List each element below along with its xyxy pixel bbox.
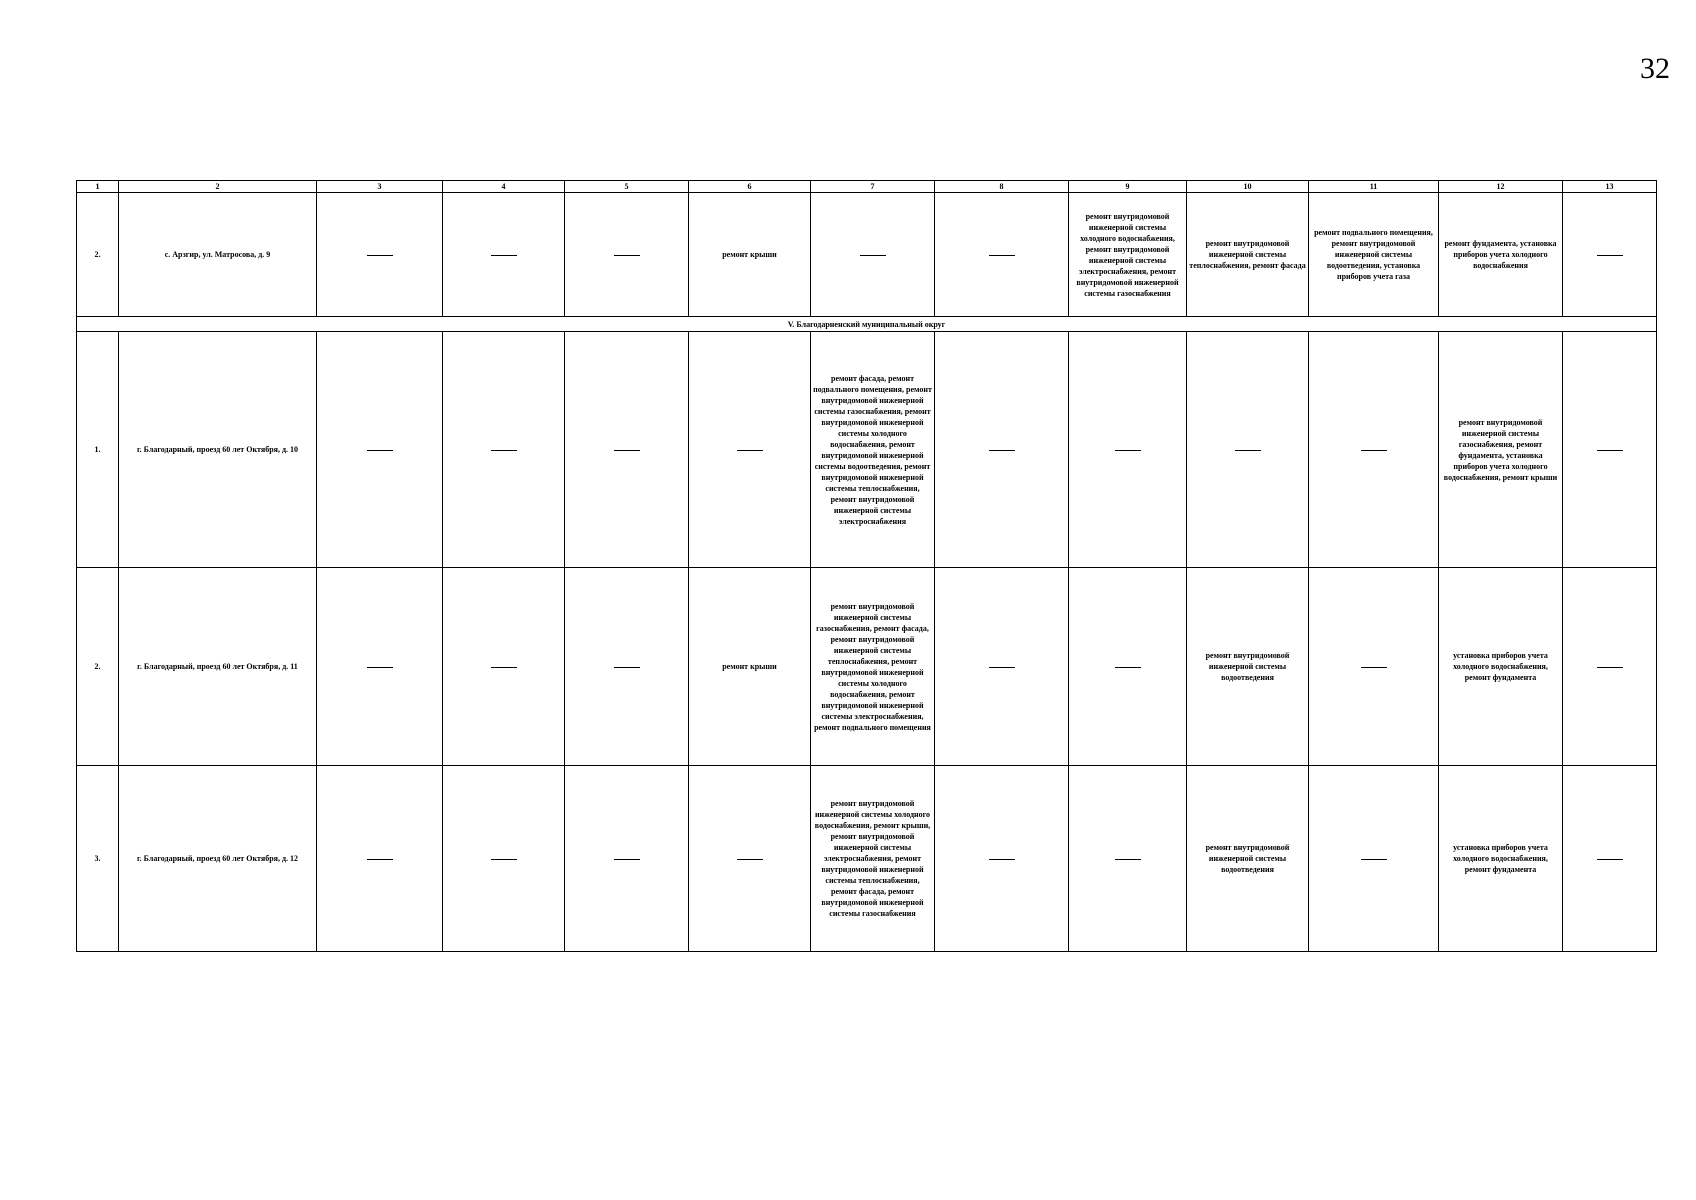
- dash-mark: [614, 450, 640, 451]
- table-row: [77, 332, 1657, 568]
- cell-dash: [935, 568, 1069, 766]
- cell-work: ремонт внутридомовой инженерной системы теплоснабжения, ремонт фасада: [1187, 193, 1309, 317]
- cell-dash: [565, 193, 689, 317]
- cell-dash: [565, 332, 689, 568]
- cell-dash: [317, 193, 443, 317]
- cell-dash: [935, 193, 1069, 317]
- column-number: 13: [1563, 181, 1657, 193]
- cell-dash: [1069, 766, 1187, 952]
- table-row: [77, 766, 1657, 952]
- dash-mark: [614, 667, 640, 668]
- dash-mark: [989, 255, 1015, 256]
- dash-mark: [1235, 450, 1261, 451]
- dash-mark: [367, 450, 393, 451]
- cell-work: ремонт подвального помещения, ремонт внутридомовой инженерной системы водоотведения, установка приборов учета газа: [1309, 193, 1439, 317]
- cell-dash: [565, 568, 689, 766]
- cell-dash: [317, 568, 443, 766]
- dash-mark: [737, 859, 763, 860]
- dash-mark: [367, 667, 393, 668]
- dash-mark: [1115, 450, 1141, 451]
- cell-dash: [317, 766, 443, 952]
- cell-dash: [1563, 193, 1657, 317]
- page-number: 32: [1640, 52, 1670, 85]
- column-number: 4: [443, 181, 565, 193]
- cell-dash: [1309, 766, 1439, 952]
- cell-dash: [443, 568, 565, 766]
- cell-dash: [1309, 332, 1439, 568]
- cell-work: ремонт крыши: [689, 568, 811, 766]
- row-address: г. Благодарный, проезд 60 лет Октября, д. 10: [119, 332, 317, 568]
- column-number: 7: [811, 181, 935, 193]
- dash-mark: [989, 450, 1015, 451]
- dash-mark: [614, 859, 640, 860]
- dash-mark: [737, 450, 763, 451]
- row-number: 1.: [77, 332, 119, 568]
- column-number: 1: [77, 181, 119, 193]
- cell-dash: [1187, 332, 1309, 568]
- column-number: 6: [689, 181, 811, 193]
- cell-dash: [935, 766, 1069, 952]
- row-number: 3.: [77, 766, 119, 952]
- cell-work: ремонт фундамента, установка приборов учета холодного водоснабжения: [1439, 193, 1563, 317]
- row-address: г. Благодарный, проезд 60 лет Октября, д. 12: [119, 766, 317, 952]
- cell-work: установка приборов учета холодного водоснабжения, ремонт фундамента: [1439, 568, 1563, 766]
- dash-mark: [860, 255, 886, 256]
- dash-mark: [1361, 859, 1387, 860]
- cell-dash: [1309, 568, 1439, 766]
- column-number: 8: [935, 181, 1069, 193]
- cell-dash: [565, 766, 689, 952]
- column-number: 3: [317, 181, 443, 193]
- cell-work: ремонт внутридомовой инженерной системы газоснабжения, ремонт фундамента, установка приборов учета холодного водоснабжения, ремонт крыши: [1439, 332, 1563, 568]
- dash-mark: [491, 255, 517, 256]
- column-number: 12: [1439, 181, 1563, 193]
- table-row: [77, 568, 1657, 766]
- dash-mark: [491, 450, 517, 451]
- column-number-row: [77, 181, 1657, 193]
- dash-mark: [491, 859, 517, 860]
- table-row: [77, 193, 1657, 317]
- cell-dash: [1069, 332, 1187, 568]
- cell-work: установка приборов учета холодного водоснабжения, ремонт фундамента: [1439, 766, 1563, 952]
- cell-dash: [443, 332, 565, 568]
- cell-dash: [443, 193, 565, 317]
- row-address: с. Арзгир, ул. Матросова, д. 9: [119, 193, 317, 317]
- dash-mark: [367, 859, 393, 860]
- cell-dash: [1563, 332, 1657, 568]
- column-number: 2: [119, 181, 317, 193]
- row-number: 2.: [77, 193, 119, 317]
- column-number: 11: [1309, 181, 1439, 193]
- cell-work: ремонт внутридомовой инженерной системы холодного водоснабжения, ремонт внутридомовой инженерной системы электроснабжения, ремонт внутридомовой инженерной системы газоснабжения: [1069, 193, 1187, 317]
- dash-mark: [989, 667, 1015, 668]
- dash-mark: [1597, 667, 1623, 668]
- cell-work: ремонт внутридомовой инженерной системы холодного водоснабжения, ремонт крыши, ремонт внутридомовой инженерной системы электроснабжения, ремонт внутридомовой инженерной системы теплоснабжения, ремонт фасада, ремонт внутридомовой инженерной системы газоснабжения: [811, 766, 935, 952]
- dash-mark: [1115, 667, 1141, 668]
- dash-mark: [1361, 667, 1387, 668]
- row-address: г. Благодарный, проезд 60 лет Октября, д. 11: [119, 568, 317, 766]
- cell-dash: [689, 766, 811, 952]
- dash-mark: [1597, 255, 1623, 256]
- column-number: 10: [1187, 181, 1309, 193]
- column-number: 5: [565, 181, 689, 193]
- section-row: [77, 317, 1657, 332]
- dash-mark: [614, 255, 640, 256]
- cell-dash: [317, 332, 443, 568]
- column-number: 9: [1069, 181, 1187, 193]
- cell-work: ремонт внутридомовой инженерной системы газоснабжения, ремонт фасада, ремонт внутридомовой инженерной системы теплоснабжения, ремонт внутридомовой инженерной системы холодного водоснабжения, ремонт внутридомовой инженерной системы электроснабжения, ремонт подвального помещения: [811, 568, 935, 766]
- cell-dash: [689, 332, 811, 568]
- dash-mark: [1597, 859, 1623, 860]
- cell-dash: [935, 332, 1069, 568]
- cell-dash: [1563, 766, 1657, 952]
- dash-mark: [1597, 450, 1623, 451]
- cell-work: ремонт фасада, ремонт подвального помещения, ремонт внутридомовой инженерной системы газоснабжения, ремонт внутридомовой инженерной системы холодного водоснабжения, ремонт внутридомовой инженерной системы водоотведения, ремонт внутридомовой инженерной системы теплоснабжения, ремонт внутридомовой инженерной системы электроснабжения: [811, 332, 935, 568]
- repair-schedule-table: [76, 180, 1657, 952]
- row-number: 2.: [77, 568, 119, 766]
- dash-mark: [1361, 450, 1387, 451]
- dash-mark: [367, 255, 393, 256]
- cell-work: ремонт крыши: [689, 193, 811, 317]
- cell-work: ремонт внутридомовой инженерной системы водоотведения: [1187, 766, 1309, 952]
- dash-mark: [989, 859, 1015, 860]
- cell-dash: [811, 193, 935, 317]
- section-title: V. Благодарненский муниципальный округ: [77, 317, 1657, 332]
- cell-dash: [1563, 568, 1657, 766]
- dash-mark: [491, 667, 517, 668]
- cell-dash: [443, 766, 565, 952]
- dash-mark: [1115, 859, 1141, 860]
- cell-dash: [1069, 568, 1187, 766]
- cell-work: ремонт внутридомовой инженерной системы водоотведения: [1187, 568, 1309, 766]
